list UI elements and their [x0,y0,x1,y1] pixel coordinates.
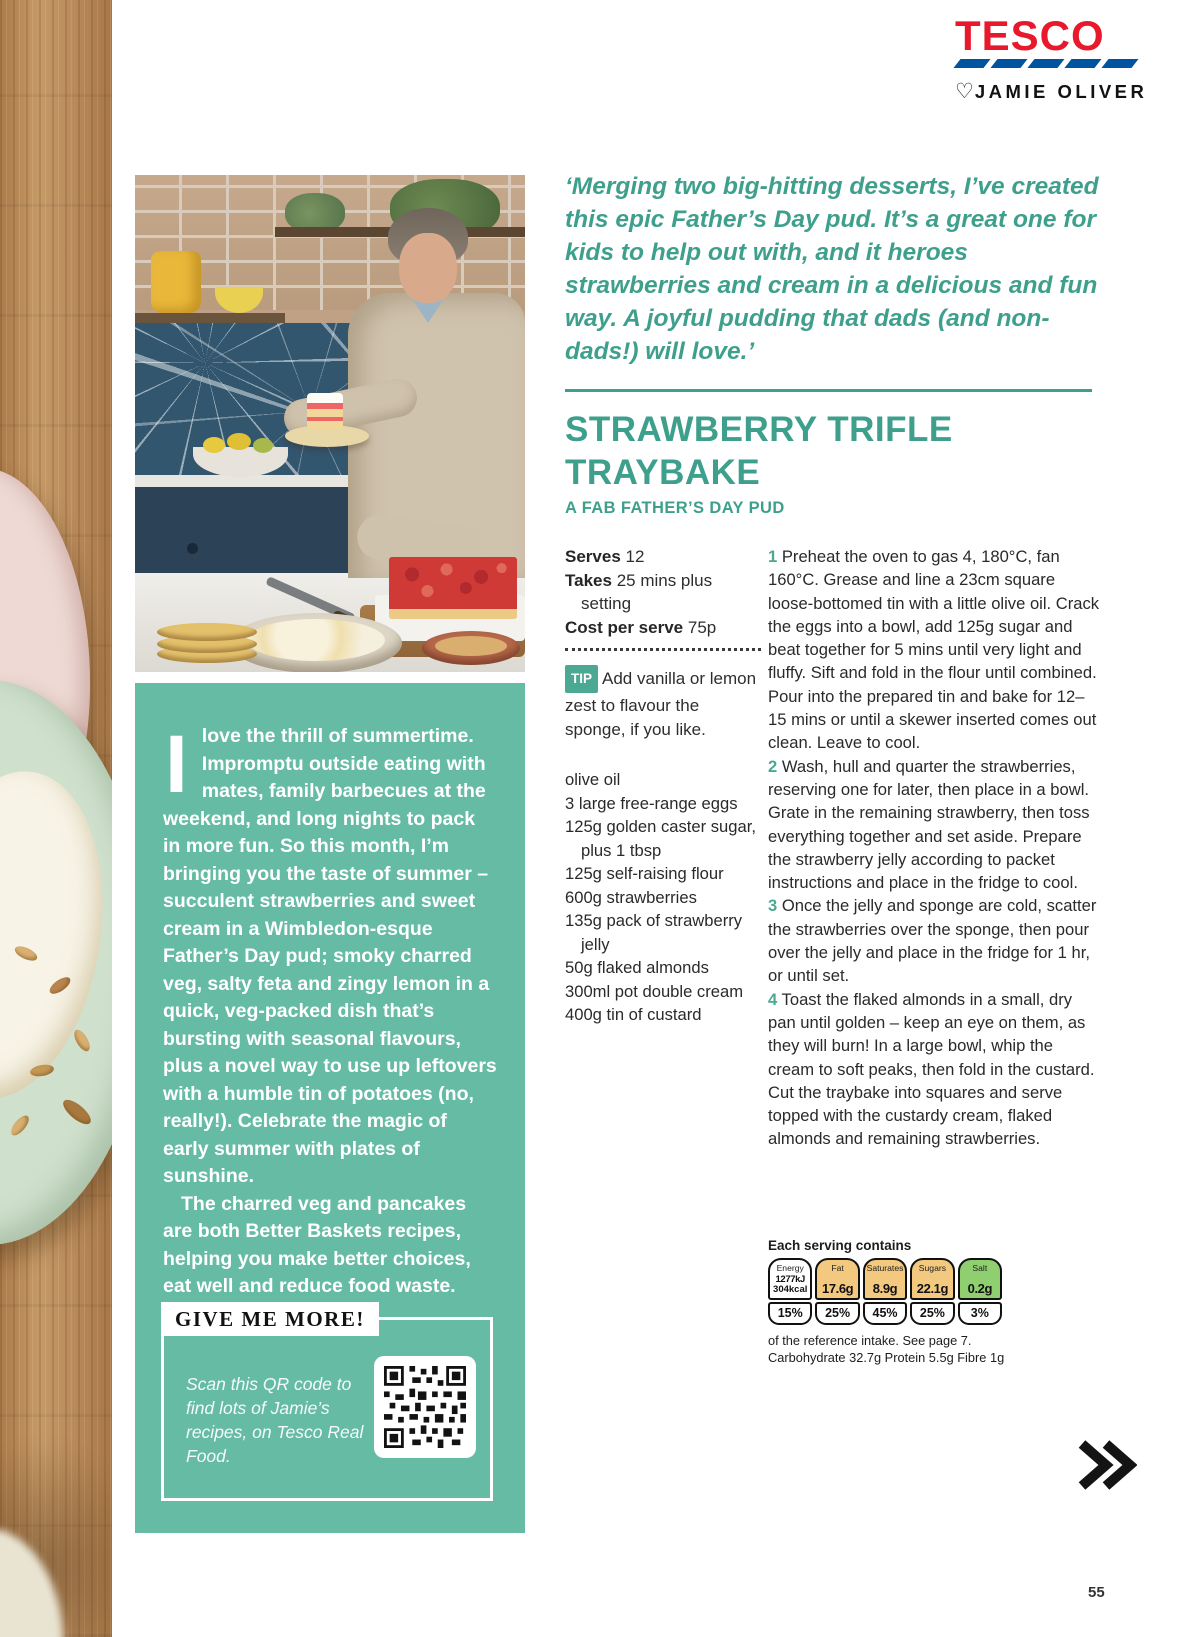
ingredient-item: olive oil [565,770,621,789]
nutrition-label: Energy [776,1263,804,1273]
intro-paragraph-1 [163,719,497,1191]
lemon [203,437,225,453]
tesco-dash [953,59,990,68]
ingredients-column [565,545,761,1027]
cost-line [565,616,761,640]
shelf [135,313,285,323]
nutrition-lozenge-top [768,1258,812,1300]
nutrition-footnote-line2: Carbohydrate 32.7g Protein 5.5g Fibre 1g [768,1350,1005,1365]
nutrition-percent: 25% [815,1302,859,1325]
nutrition-value: 8.9g [872,1281,898,1296]
ingredients-list [565,768,761,1027]
next-page-chevrons-icon [1075,1437,1137,1498]
intro-paragraph-2: The charred veg and pancakes are both Better Baskets recipes, helping you make better choices, eat well and reduce food waste. [163,1192,471,1297]
nutrition-label: Salt [972,1263,988,1273]
jamie-kitchen-photo [135,175,525,672]
serves-label: Serves [565,547,621,566]
drop-cap: I [165,719,188,810]
nutrition-value: 1277kJ [775,1274,805,1285]
recipe-subtitle: A FAB FATHER’S DAY PUD [565,499,785,517]
ingredient-item: 600g strawberries [565,887,697,907]
takes-line [565,569,761,616]
nutrition-traffic-lights [768,1258,1002,1325]
step-text: Toast the flaked almonds in a small, dry pan until golden – keep an eye on them, as they will burn! In a large bowl, whip the cream to soft peaks, then fold in the custard. Cut the traybake into squares and serve topped with the custardy cream, flaked almonds and remaining strawberries. [768,989,1095,1149]
nutrition-percent: 25% [910,1302,954,1325]
ingredient-item: 50g flaked almonds [565,958,709,977]
nutrition-value: 22.1g [916,1281,949,1296]
jamie-face [399,233,457,303]
step-text: Wash, hull and quarter the strawberries, reserving one for later, then place in a bowl. Grate in the remaining strawberry, then toss everything together and set aside. Prepare the strawberry jelly according to packet instructions and place in the fridge to cool. [768,756,1090,893]
tip-note [565,666,761,742]
nutrition-footnote [768,1332,1008,1366]
nutrition-percent: 15% [768,1302,812,1325]
intro-panel [135,683,525,1533]
takes-value: 25 mins plus setting [581,570,713,613]
nutrition-lozenge-top [958,1258,1002,1300]
step-number: 1 [768,547,778,566]
nutrition-lozenge-top [815,1258,859,1300]
jamie-oliver-logo [955,79,1148,104]
plate-stack [157,623,257,663]
left-photo-strip [0,0,112,1637]
cabinet-knob [187,543,198,554]
strawberry-traybake [389,557,517,619]
yellow-jug [151,251,201,313]
method-column [768,545,1102,1151]
recipe-title: STRAWBERRY TRIFLE TRAYBAKE [565,410,953,492]
method-step [768,988,1102,1151]
almonds [435,636,507,656]
tip-text: Add vanilla or lemon zest to flavour the sponge, if you like. [565,669,757,739]
lime [253,438,273,453]
intro-paragraph-1-text: love the thrill of summertime. Impromptu outside eating with mates, family barbecues at the weekend, and long nights to pack in more fun. So this month, I’m bringing you the taste of summer – succulent strawberries and sweet cream in a Wimbledon-esque Father’s Day pud; smoky charred veg, salty feta and zingy lemon in a quick, veg-packed dish that’s bursting with seasonal flavours, plus a novel way to use up leftovers with a humble tin of potatoes (no, really!). Celebrate the magic of early summer with plates of sunshine. [163,725,497,1187]
nutrition-block [768,1238,1008,1366]
cost-label: Cost per serve [565,617,684,637]
step-text: Once the jelly and sponge are cold, scatter the strawberries over the sponge, then pour over the jelly and place in the fridge for 1 hr, or until set. [768,896,1097,986]
takes-label: Takes [565,570,612,590]
promo-box [161,1307,493,1501]
lemon [227,433,251,450]
nutrition-lozenge-top [910,1258,954,1300]
ingredient-item: 300ml pot double cream [565,981,744,1001]
nutrition-label: Sugars [918,1263,947,1273]
ingredient-item: 400g tin of custard [565,1005,702,1024]
nutrition-value: 17.6g [821,1281,854,1296]
serves-line [565,545,761,569]
divider-rule [565,389,1092,392]
nutrition-heading: Each serving contains [768,1238,912,1253]
qr-code [374,1356,476,1458]
qr-code-icon [384,1366,466,1448]
promo-text: Scan this QR code to find lots of Jamie’s recipes, on Tesco Real Food. [186,1374,364,1466]
trifle-slice [307,393,343,429]
method-step [768,545,1102,755]
page-number: 55 [1088,1584,1105,1601]
method-step [768,894,1102,987]
nutrition-percent: 3% [958,1302,1002,1325]
nutrition-lozenge [768,1258,812,1325]
nutrition-value-kcal: 304kcal [773,1284,808,1295]
nutrition-lozenge [863,1258,907,1325]
nutrition-label: Saturates [866,1263,904,1273]
partner-name: JAMIE OLIVER [974,81,1148,102]
dotted-divider [565,648,761,651]
heart-icon: ♡ [955,80,974,103]
nutrition-lozenge [910,1258,954,1325]
tesco-logo: TESCO [955,12,1105,59]
promo-heading: GIVE ME MORE! [161,1302,379,1336]
ingredient-item: 125g self-raising flour [565,864,724,883]
step-text: Preheat the oven to gas 4, 180°C, fan 160°C. Grease and line a 23cm square loose-bottomed tin with a little olive oil. Crack the eggs into a bowl, add 125g sugar and beat together for 5 mins until very light and fluffy. Sift and fold in the flour until combined. Pour into the prepared tin and bake for 12–15 mins or until a skewer inserted comes out clean. Leave to cool. [768,547,1100,753]
step-number: 3 [768,896,778,916]
nutrition-percent: 45% [863,1302,907,1325]
nutrition-lozenge-top [863,1258,907,1300]
tip-badge: TIP [565,665,598,693]
cost-value: 75p [687,617,717,637]
brand-block [955,12,1148,104]
nutrition-lozenge [815,1258,859,1325]
nutrition-label: Fat [831,1263,844,1273]
ingredient-item: 135g pack of strawberry jelly [565,911,743,954]
whipped-cream [247,619,385,661]
step-number: 2 [768,756,778,776]
nutrition-value: 0.2g [967,1281,993,1296]
tesco-dash [1064,59,1101,68]
tesco-dash [1027,59,1064,68]
tesco-underline [957,59,1135,68]
plate [157,623,257,641]
serves-value: 12 [625,547,645,566]
pull-quote: ‘Merging two big-hitting desserts, I’ve created this epic Father’s Day pud. It’s a great one for kids to help out with, and it heroes strawberries and cream in a delicious and fun way. A joyful pudding that dads (and non-dads!) will love.’ [565,173,1099,365]
tesco-dash [990,59,1027,68]
step-number: 4 [768,989,778,1009]
nutrition-footnote-line1: of the reference intake. See page 7. [768,1333,972,1348]
intro-text [135,683,525,1301]
tesco-dash [1101,59,1138,68]
ingredient-item: 125g golden caster sugar, plus 1 tbsp [565,817,756,860]
nutrition-lozenge [958,1258,1002,1325]
ingredient-item: 3 large free-range eggs [565,793,738,813]
method-step [768,755,1102,895]
